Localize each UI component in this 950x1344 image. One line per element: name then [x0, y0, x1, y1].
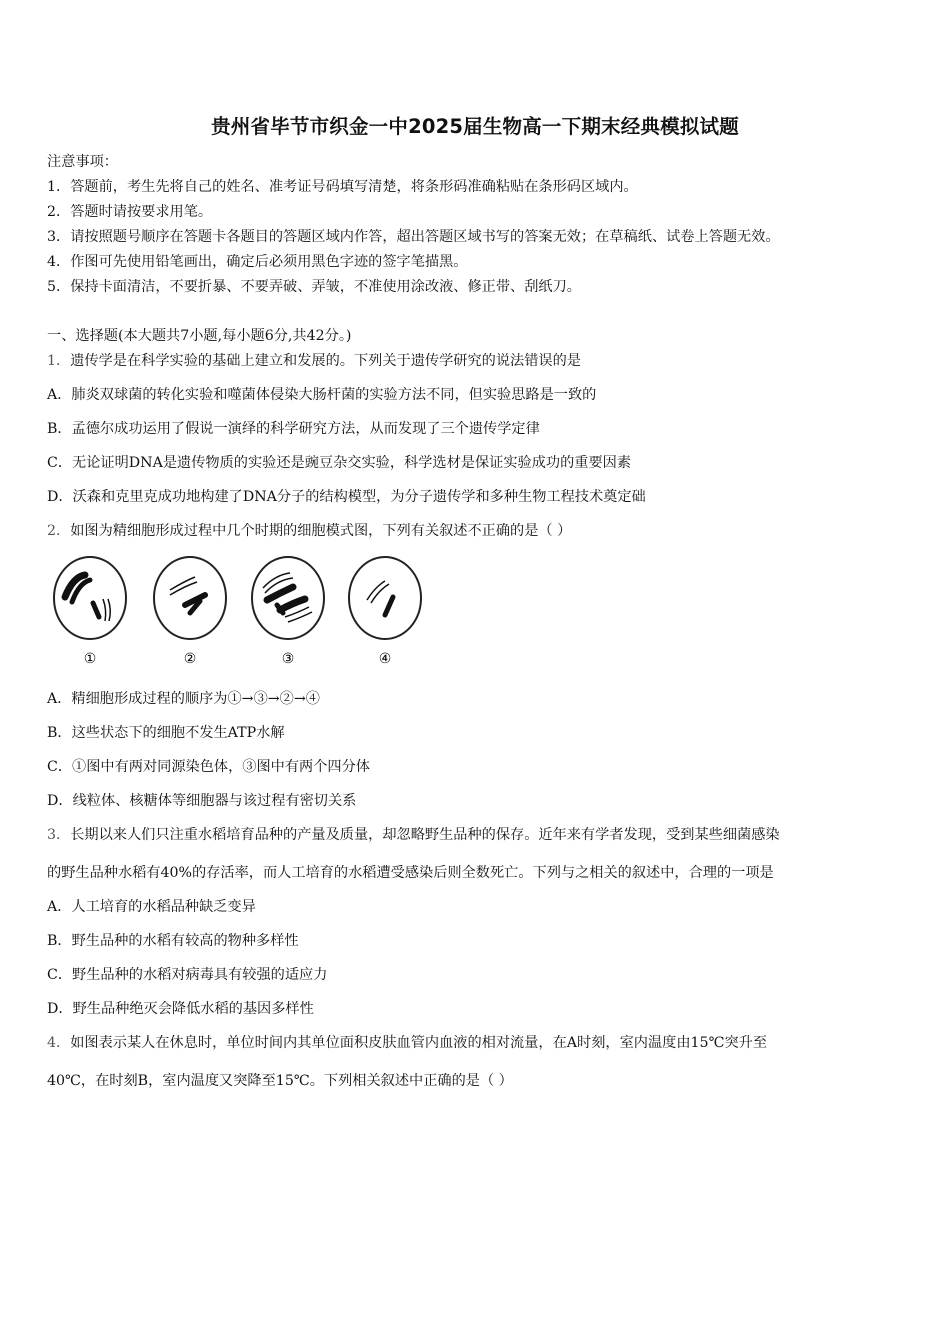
question-stem-text: 长期以来人们只注重水稻培育品种的产量及质量，却忽略野生品种的保存。近年来有学者发现，受到某些细菌感染 — [70, 827, 780, 843]
cell-2-diagram — [154, 557, 226, 639]
question-1-option-c: C．无论证明DNA是遗传物质的实验还是豌豆杂交实验，科学选材是保证实验成功的重要因素 — [47, 455, 632, 471]
question-number: 1． — [47, 353, 71, 369]
notice-item: 1．答题前，考生先将自己的姓名、准考证号码填写清楚，将条形码准确粘贴在条形码区域内。 — [47, 179, 638, 195]
question-3-stem — [47, 825, 780, 845]
question-number: 3． — [47, 827, 71, 843]
figure-label-3: ③ — [281, 651, 295, 667]
question-stem-text: 如图表示某人在休息时，单位时间内其单位面积皮肤血管内血液的相对流量，在A时刻，室内温度由15℃突升至 — [70, 1035, 768, 1051]
question-4-stem-continued: 40℃，在时刻B，室内温度又突降至15℃。下列相关叙述中正确的是（ ） — [47, 1073, 513, 1089]
question-1-stem — [47, 351, 581, 371]
question-2-option-b: B．这些状态下的细胞不发生ATP水解 — [47, 725, 285, 741]
question-3-option-c: C．野生品种的水稻对病毒具有较强的适应力 — [47, 967, 328, 983]
notice-item: 5．保持卡面清洁，不要折暴、不要弄破、弄皱，不准使用涂改液、修正带、刮纸刀。 — [47, 279, 581, 295]
question-1-option-d: D．沃森和克里克成功地构建了DNA分子的结构模型，为分子遗传学和多种生物工程技术奠定础 — [47, 489, 646, 505]
question-stem-text: 如图为精细胞形成过程中几个时期的细胞模式图，下列有关叙述不正确的是（ ） — [70, 523, 572, 539]
figure-label-4: ④ — [378, 651, 392, 667]
question-number: 2． — [47, 523, 71, 539]
question-3-option-b: B．野生品种的水稻有较高的物种多样性 — [47, 933, 299, 949]
section-heading: 一、选择题(本大题共7小题,每小题6分,共42分。) — [47, 328, 352, 344]
question-2-stem — [47, 521, 571, 541]
question-2-option-c: C．①图中有两对同源染色体，③图中有两个四分体 — [47, 759, 370, 775]
question-number: 4． — [47, 1035, 71, 1051]
notice-item: 3．请按照题号顺序在答题卡各题目的答题区域内作答，超出答题区域书写的答案无效；在草稿纸、试卷上答题无效。 — [47, 229, 780, 245]
question-1-option-b: B．孟德尔成功运用了假说一演绎的科学研究方法，从而发现了三个遗传学定律 — [47, 421, 540, 437]
cell-1-diagram — [54, 557, 126, 639]
question-stem-text: 遗传学是在科学实验的基础上建立和发展的。下列关于遗传学研究的说法错误的是 — [70, 353, 581, 369]
question-3-option-a: A．人工培育的水稻品种缺乏变异 — [47, 899, 256, 915]
question-4-stem — [47, 1033, 767, 1053]
question-1-option-a: A．肺炎双球菌的转化实验和噬菌体侵染大肠杆菌的实验方法不同，但实验思路是一致的 — [47, 387, 597, 403]
notice-item: 2．答题时请按要求用笔。 — [47, 204, 213, 220]
cell-3-diagram — [252, 557, 324, 639]
question-2-option-d: D．线粒体、核糖体等细胞器与该过程有密切关系 — [47, 793, 357, 809]
question-2-option-a: A．精细胞形成过程的顺序为①→③→②→④ — [47, 691, 320, 707]
cell-diagram-figure — [45, 555, 435, 673]
question-3-option-d: D．野生品种绝灭会降低水稻的基因多样性 — [47, 1001, 314, 1017]
figure-label-1: ① — [83, 651, 97, 667]
figure-label-2: ② — [183, 651, 197, 667]
cell-4-diagram — [349, 557, 421, 639]
notice-item: 4．作图可先使用铅笔画出，确定后必须用黑色字迹的签字笔描黑。 — [47, 254, 468, 270]
notice-heading: 注意事项： — [47, 154, 118, 170]
page-title: 贵州省毕节市织金一中2025届生物高一下期末经典模拟试题 — [211, 115, 739, 138]
question-3-stem-continued: 的野生品种水稻有40%的存活率，而人工培育的水稻遭受感染后则全数死亡。下列与之相关的叙述中，合理的一项是 — [47, 865, 774, 881]
